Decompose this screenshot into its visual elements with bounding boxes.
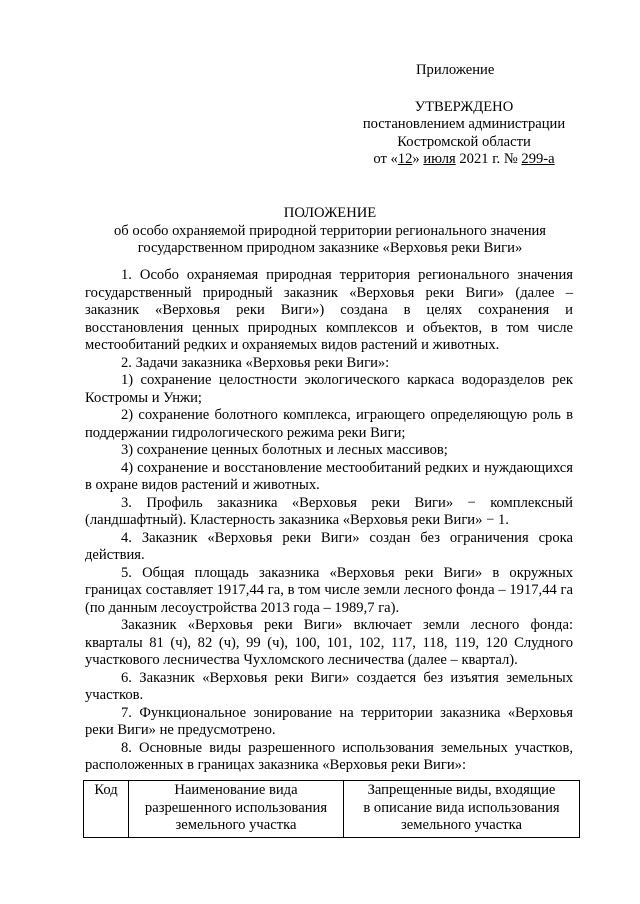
paragraph: 5. Общая площадь заказника «Верховья реки Виги» в окружных границах составляет 1917,44 га, в том числе земли лесного фонда – 1917,44 га (по данным лесоустройства 2013 года – 1989,7 га). [85, 564, 573, 616]
header-prohibited-l1: Запрещенные виды, входящие [367, 782, 556, 798]
header-prohibited-l2: в описание вида использования [363, 799, 560, 816]
approved-label: УТВЕРЖДЕНО [414, 98, 514, 115]
date-month: июля [423, 151, 456, 167]
header-use-name-l1: Наименование вида [174, 782, 298, 798]
header-code: Код [84, 781, 129, 838]
title-block [80, 205, 580, 258]
date-mid: » [412, 151, 424, 167]
header-prohibited [344, 781, 580, 838]
header-use-name [129, 781, 344, 838]
approval-line-1: постановлением администрации [362, 116, 566, 132]
paragraph: 6. Заказник «Верховья реки Виги» создается без изъятия земельных участков. [85, 669, 573, 703]
approval-date [354, 151, 574, 169]
document-heading: ПОЛОЖЕНИЕ [283, 205, 377, 221]
decree-number: 299-а [521, 151, 555, 167]
paragraph: 1. Особо охраняемая природная территория регионального значения государственный природный заказник «Верховья реки Виги» (далее – заказник «Верховья реки Виги») создана в целях сохранения и восстановления ценных природных комплексов и объектов, в том числе местообитаний редких и охраняемых видов растений и животных. [85, 267, 573, 353]
approval-block [354, 62, 574, 169]
document-body [85, 267, 573, 775]
title-line-1: об особо охраняемой природной территории регионального значения [113, 222, 547, 239]
header-use-name-l3: земельного участка [175, 817, 297, 833]
paragraph: 4) сохранение и восстановление местообитаний редких и нуждающихся в охране видов растений и животных. [85, 459, 573, 493]
date-day: 12 [397, 151, 413, 167]
approval-line-2: Костромской области [397, 133, 531, 150]
paragraph: 4. Заказник «Верховья реки Виги» создан без ограничения срока действия. [85, 529, 573, 563]
paragraph: 2) сохранение болотного комплекса, играющего определяющую роль в поддержании гидрологического режима реки Виги; [85, 407, 573, 441]
attachment-label: Приложение [416, 62, 495, 78]
date-prefix: от « [373, 151, 398, 167]
paragraph: 3) сохранение ценных болотных и лесных массивов; [121, 442, 448, 458]
land-use-table [83, 780, 580, 838]
paragraph: 8. Основные виды разрешенного использования земельных участков, расположенных в границах заказника «Верховья реки Виги»: [85, 739, 573, 773]
paragraph: 2. Задачи заказника «Верховья реки Виги»: [121, 354, 390, 371]
table-header-row [84, 781, 580, 838]
header-use-name-l2: разрешенного использования [144, 799, 328, 816]
paragraph: 1) сохранение целостности экологического каркаса водоразделов рек Костромы и Унжи; [85, 372, 573, 406]
paragraph: 3. Профиль заказника «Верховья реки Виги» − комплексный (ландшафтный). Кластерность заказника «Верховья реки Виги» − 1. [85, 494, 573, 528]
title-line-2: государственном природном заказнике «Верховья реки Виги» [137, 240, 523, 256]
paragraph: Заказник «Верховья реки Виги» включает земли лесного фонда: кварталы 81 (ч), 82 (ч), 99 (ч), 100, 101, 102, 117, 118, 119, 120 Слудного участкового лесничества Чухломского лесничества (далее – квартал). [85, 617, 573, 668]
paragraph: 7. Функциональное зонирование на территории заказника «Верховья реки Виги» не предусмотрено. [85, 704, 573, 738]
date-suffix: 2021 г. № [455, 151, 522, 167]
header-prohibited-l3: земельного участка [401, 817, 522, 833]
